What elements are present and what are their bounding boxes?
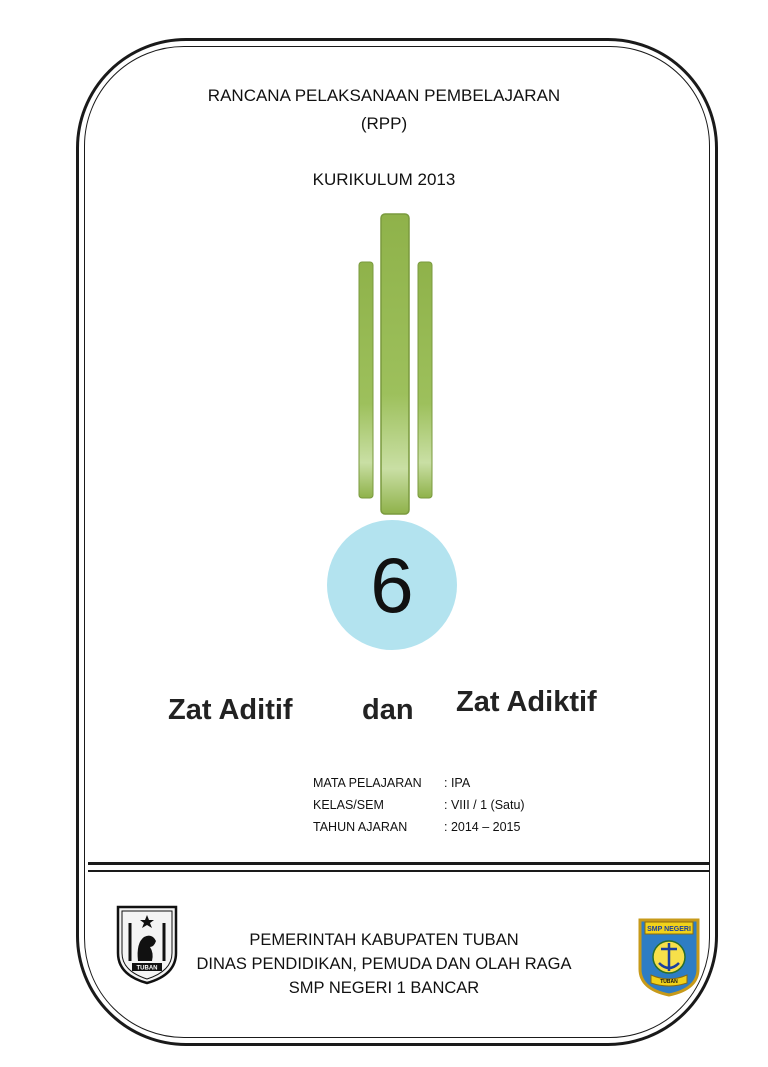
title-middle: dan bbox=[362, 694, 414, 726]
title-right: Zat Adiktif bbox=[456, 686, 597, 718]
svg-text:SMP NEGERI: SMP NEGERI bbox=[647, 926, 691, 933]
info-value: : 2014 – 2015 bbox=[444, 820, 521, 834]
info-label: MATA PELAJARAN bbox=[313, 776, 422, 790]
doc-title-line1: RANCANA PELAKSANAAN PEMBELAJARAN bbox=[207, 86, 561, 105]
divider-thin bbox=[88, 870, 710, 872]
divider-thick bbox=[88, 862, 710, 865]
footer-government: PEMERINTAH KABUPATEN TUBAN bbox=[249, 931, 519, 949]
info-value: : VIII / 1 (Satu) bbox=[444, 798, 525, 812]
info-row-class bbox=[313, 798, 525, 812]
svg-text:TUBAN: TUBAN bbox=[660, 979, 678, 985]
info-label: TAHUN AJARAN bbox=[313, 820, 408, 834]
title-left: Zat Aditif bbox=[168, 694, 293, 726]
info-row-subject bbox=[313, 776, 470, 790]
info-label: KELAS/SEM bbox=[313, 798, 384, 812]
info-row-year bbox=[313, 820, 520, 834]
footer-school: SMP NEGERI 1 BANCAR bbox=[288, 979, 480, 997]
footer-department: DINAS PENDIDIKAN, PEMUDA DAN OLAH RAGA bbox=[196, 955, 572, 973]
svg-text:TUBAN: TUBAN bbox=[136, 965, 158, 972]
chapter-number: 6 bbox=[370, 541, 414, 629]
doc-title-line2: (RPP) bbox=[360, 114, 408, 133]
info-value: : IPA bbox=[444, 776, 471, 790]
curriculum-label: KURIKULUM 2013 bbox=[312, 170, 456, 189]
